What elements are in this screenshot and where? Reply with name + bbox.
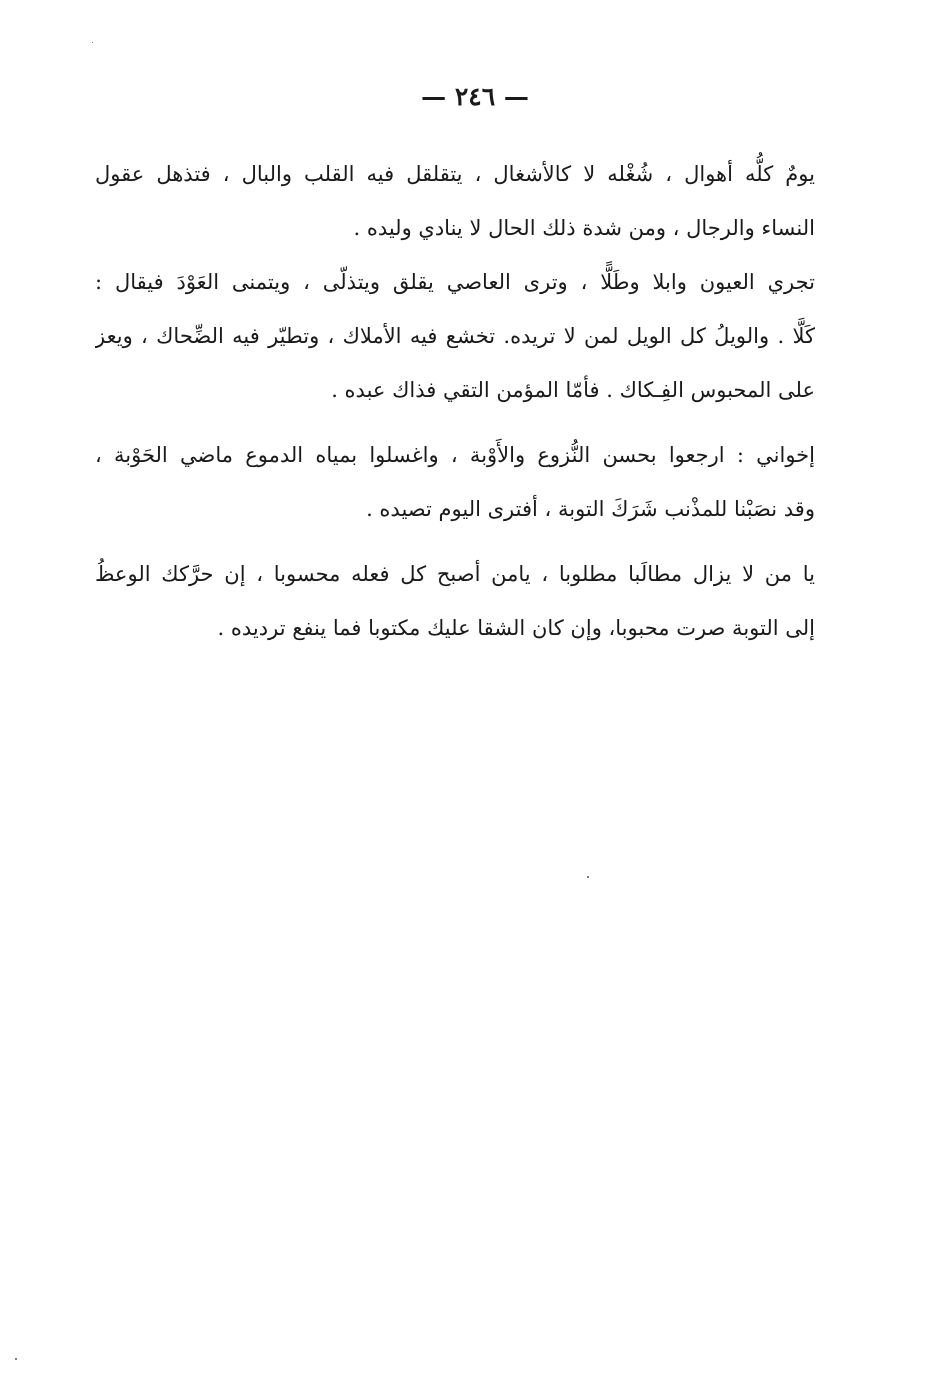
- text-line: على المحبوس الفِـكاك . فأمّا المؤمن التقي فذاك عبده .: [331, 378, 815, 402]
- text-line: تجري العيون وابلا وطَلًّا ، وترى العاصي يقلق ويتذلّى ، ويتمنى العَوْدَ فيقال :: [95, 270, 815, 294]
- text-line: كَلَّا . والويلُ كل الويل لمن لا تريده. تخشع فيه الأملاك ، وتطيّر فيه الضِّحاك ، ويعز: [95, 324, 815, 348]
- text-line: إلى التوبة صرت محبوبا، وإن كان الشقا عليك مكتوبا فما ينفع ترديده .: [217, 616, 815, 640]
- text-line: إخواني : ارجعوا بحسن النُّزوع والأَوْبة ، واغسلوا بمياه الدموع ماضي الحَوْبة ،: [95, 443, 815, 467]
- paragraph-4: [95, 547, 815, 655]
- paragraph-1: [95, 147, 815, 255]
- text-line: يومٌ كلُّه أهوال ، شُغْله لا كالأشغال ، يتقلقل فيه القلب والبال ، فتذهل عقول: [95, 162, 815, 186]
- body-text: [95, 147, 815, 666]
- text-line: النساء والرجال ، ومن شدة ذلك الحال لا ينادي وليده .: [353, 216, 815, 240]
- page-number: — ٢٤٦ —: [421, 82, 529, 111]
- paper-speck: [92, 42, 93, 43]
- paragraph-3: [95, 428, 815, 536]
- paper-speck: [587, 876, 589, 878]
- paragraph-2: [95, 255, 815, 417]
- text-line: يا من لا يزال مطالَبا مطلوبا ، يامن أصبح كل فعله محسوبا ، إن حرَّكك الوعظُ: [95, 562, 815, 586]
- text-line: وقد نصَبْنا للمذْنب شَرَكَ التوبة ، أفترى اليوم تصيده .: [366, 497, 815, 521]
- paper-speck: [15, 1358, 17, 1360]
